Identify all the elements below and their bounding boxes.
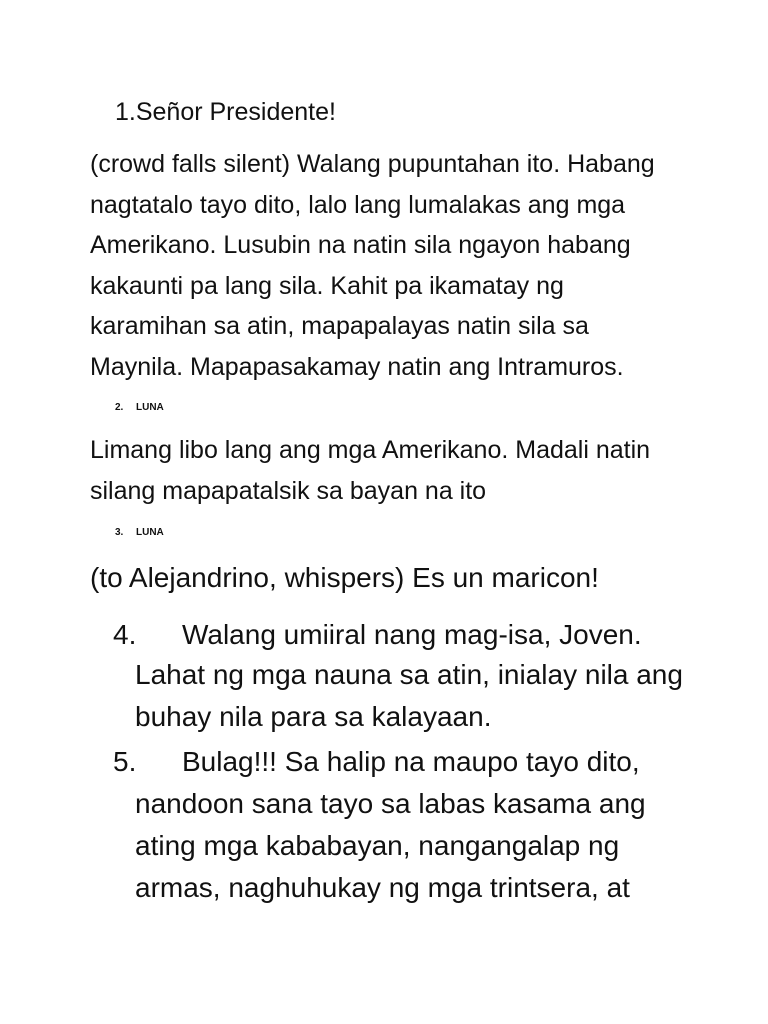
numbered-item-5 bbox=[113, 741, 713, 911]
item-4-number: 4. bbox=[113, 619, 137, 650]
item-4-line: buhay nila para sa kalayaan. bbox=[135, 701, 492, 732]
item-5-line: armas, naghuhukay ng mga trintsera, at bbox=[135, 872, 630, 903]
paragraph-2-line: silang mapapatalsik sa bayan na ito bbox=[90, 476, 487, 505]
heading-senor-presidente: 1.Señor Presidente! bbox=[115, 98, 336, 126]
item-5-line: Bulag!!! Sa halip na maupo tayo dito, bbox=[182, 746, 640, 777]
paragraph-1-line: Maynila. Mapapasakamay natin ang Intramuros. bbox=[90, 352, 624, 381]
speaker-label-2-number: 2. bbox=[115, 402, 124, 413]
paragraph-1 bbox=[90, 144, 690, 387]
item-5-number: 5. bbox=[113, 746, 137, 777]
paragraph-2-line: Limang libo lang ang mga Amerikano. Madali natin bbox=[90, 436, 651, 464]
speaker-label-2-text: LUNA bbox=[136, 402, 164, 413]
paragraph-3-line: (to Alejandrino, whispers) Es un maricon! bbox=[90, 562, 599, 593]
paragraph-2 bbox=[90, 430, 690, 511]
paragraph-1-line: nagtatalo tayo dito, lalo lang lumalakas ang mga bbox=[90, 190, 626, 219]
numbered-item-4 bbox=[113, 614, 713, 744]
paragraph-1-line: kakaunti pa lang sila. Kahit pa ikamatay ng bbox=[90, 271, 564, 300]
paragraph-3 bbox=[90, 558, 690, 598]
item-5-line: ating mga kababayan, nangangalap ng bbox=[135, 830, 620, 861]
item-5-line: nandoon sana tayo sa labas kasama ang bbox=[135, 788, 646, 819]
speaker-label-3-number: 3. bbox=[115, 527, 124, 538]
item-4-line: Lahat ng mga nauna sa atin, inialay nila ang bbox=[135, 659, 683, 690]
speaker-label-3 bbox=[115, 527, 195, 539]
item-4-line: Walang umiiral nang mag-isa, Joven. bbox=[182, 619, 642, 650]
paragraph-1-line: karamihan sa atin, mapapalayas natin sila sa bbox=[90, 312, 589, 340]
paragraph-1-line: Amerikano. Lusubin na natin sila ngayon habang bbox=[90, 231, 631, 259]
paragraph-1-line: (crowd falls silent) Walang pupuntahan ito. Habang bbox=[90, 150, 655, 178]
speaker-label-2 bbox=[115, 402, 195, 414]
speaker-label-3-text: LUNA bbox=[136, 527, 164, 538]
